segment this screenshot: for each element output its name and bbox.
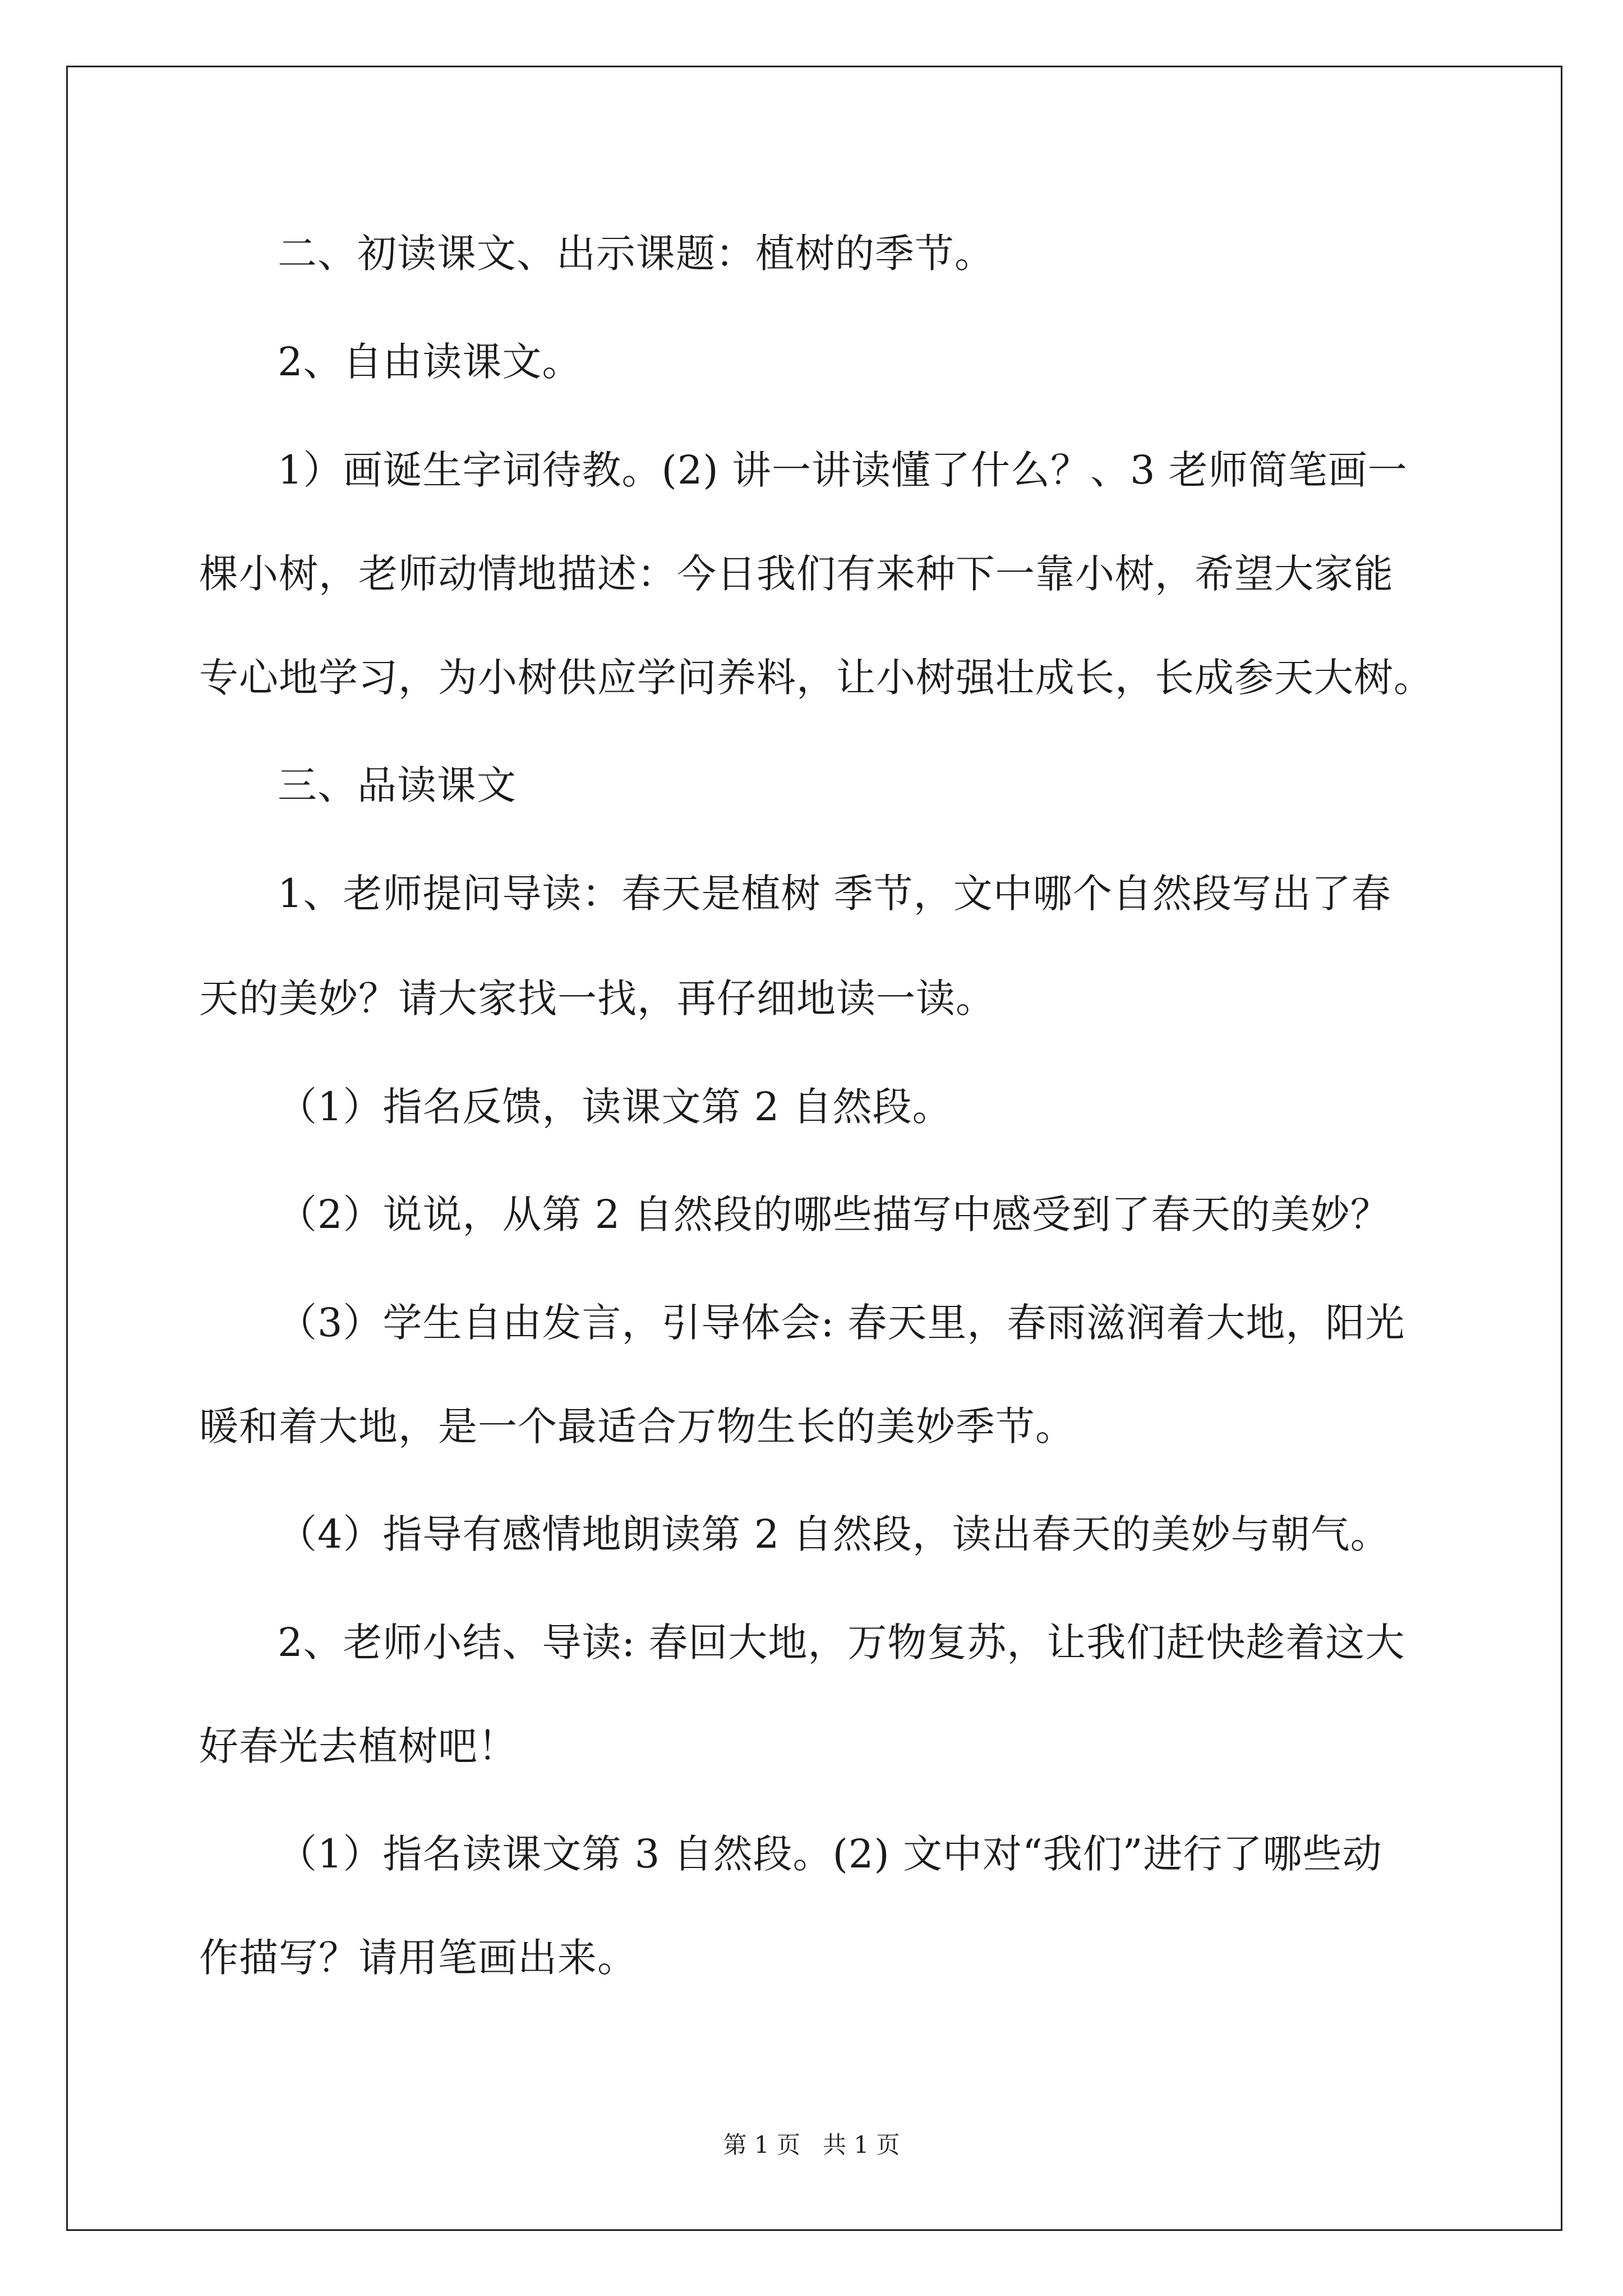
text-line: （2）说说，从第 2 自然段的哪些描写中感受到了春天的美妙？ — [278, 1191, 1390, 1237]
text-line: 暖和着大地，是一个最适合万物生长的美妙季节。 — [199, 1404, 1075, 1450]
text-line: 1）画诞生字词待教。(2) 讲一讲读懂了什么？、3 老师简笔画一 — [278, 447, 1408, 493]
text-line: 2、自由读课文。 — [278, 339, 582, 385]
page-footer — [0, 2133, 1623, 2157]
text-line: 好春光去植树吧！ — [199, 1723, 518, 1769]
text-line: 2、老师小结、导读: 春回大地，万物复苏，让我们赶快趁着这大 — [278, 1619, 1405, 1665]
page-border — [66, 66, 1562, 2231]
text-line: 作描写？请用笔画出来。 — [199, 1935, 637, 1981]
section-heading: 三、品读课文 — [278, 762, 517, 808]
text-line: （3）学生自由发言，引导体会: 春天里，春雨滋润着大地，阳光 — [278, 1300, 1405, 1346]
text-line: （1）指名读课文第 3 自然段。(2) 文中对“我们”进行了哪些动 — [278, 1831, 1382, 1877]
text-line: 专心地学习，为小树供应学问养料，让小树强壮成长，长成参天大树。 — [199, 655, 1433, 701]
page-total: 共 1 页 — [823, 2131, 900, 2159]
page-number: 第 1 页 — [723, 2131, 800, 2159]
text-line: （4）指导有感情地朗读第 2 自然段，读出春天的美妙与朝气。 — [278, 1511, 1390, 1557]
text-line: （1）指名反馈，读课文第 2 自然段。 — [278, 1084, 952, 1130]
text-line: 二、初读课文、出示课题：植树的季节。 — [278, 231, 994, 277]
text-line: 天的美妙？请大家找一找，再仔细地读一读。 — [199, 976, 995, 1022]
text-line: 1、老师提问导读：春天是植树 季节，文中哪个自然段写出了春 — [278, 871, 1391, 917]
text-line: 棵小树，老师动情地描述：今日我们有来种下一靠小树，希望大家能 — [199, 551, 1394, 597]
